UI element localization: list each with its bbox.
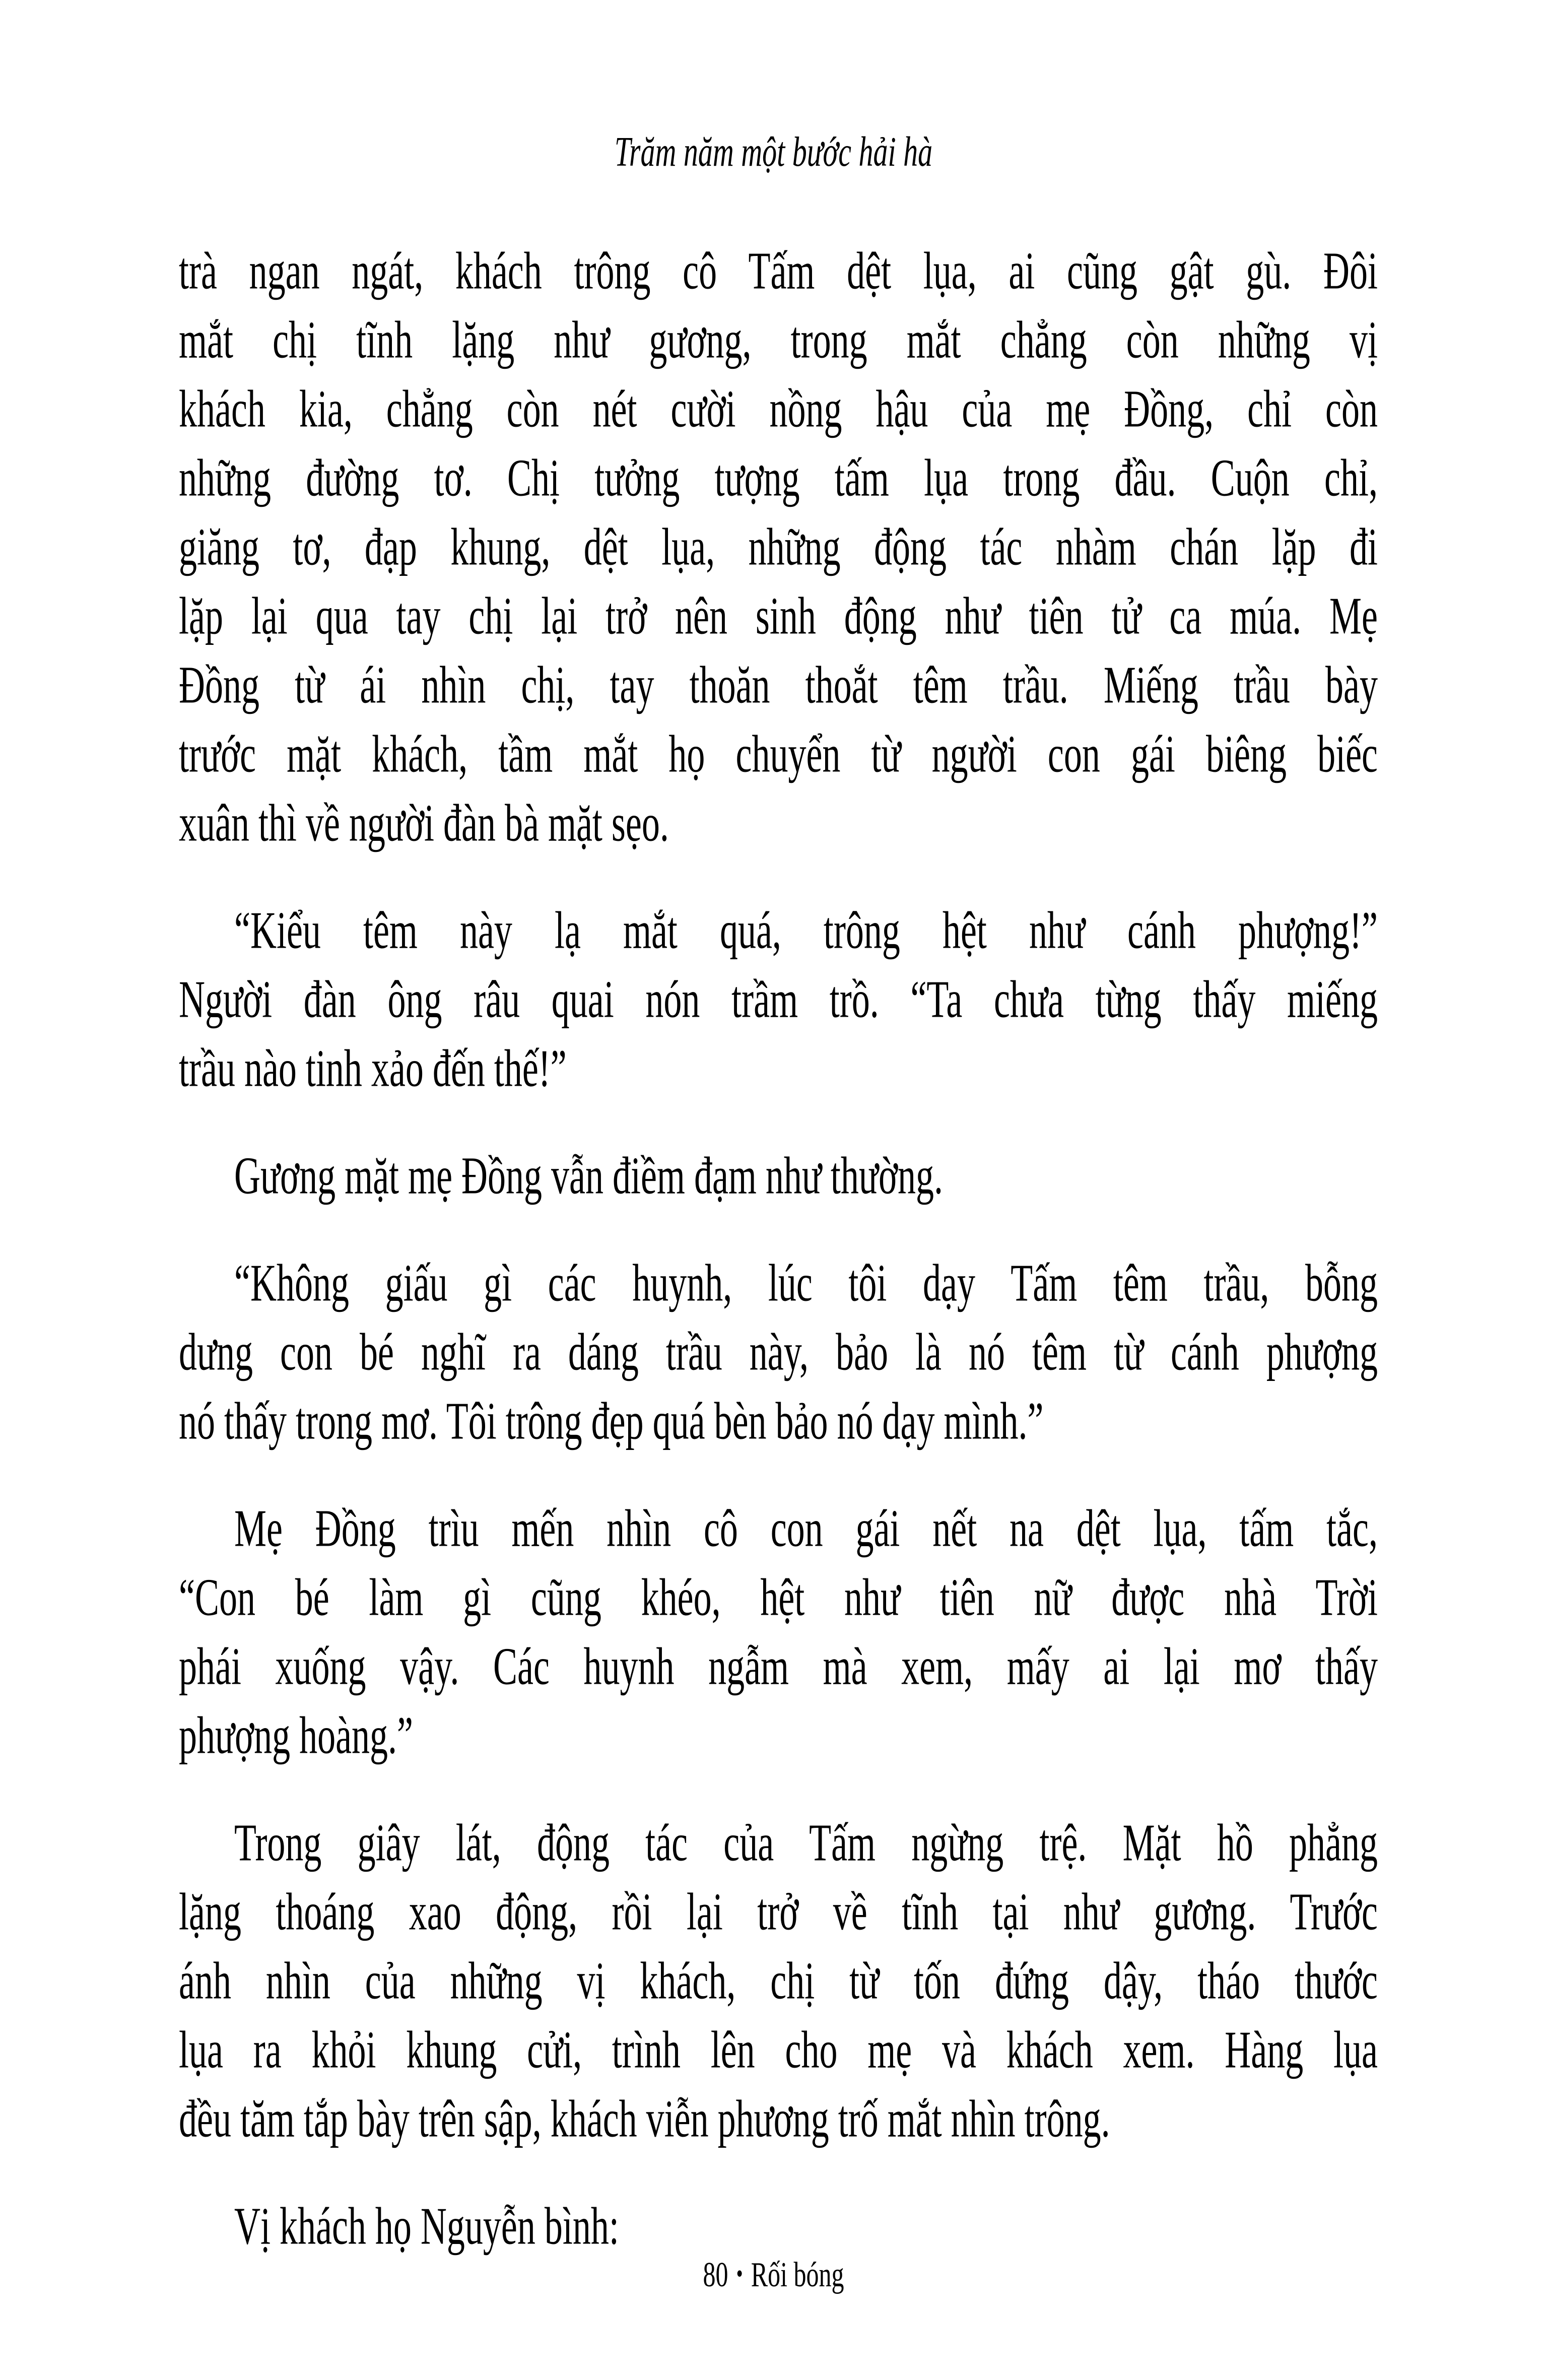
text-line: khách kia, chẳng còn nét cười nồng hậu của mẹ Đồng, chỉ còn xyxy=(179,379,1378,438)
text-line: phái xuống vậy. Các huynh ngẫm mà xem, mấy ai lại mơ thấy xyxy=(179,1637,1378,1696)
text-line: xuân thì về người đàn bà mặt sẹo. xyxy=(179,794,669,852)
text-line: trầu nào tinh xảo đến thế!” xyxy=(179,1039,567,1098)
text-line: lặng thoáng xao động, rồi lại trở về tĩnh tại như gương. Trước xyxy=(179,1882,1378,1941)
body-text xyxy=(179,237,1378,2261)
body-paragraph xyxy=(179,1142,1378,1211)
text-line: Mẹ Đồng trìu mến nhìn cô con gái nết na dệt lụa, tấm tắc, xyxy=(234,1499,1378,1558)
text-line: trước mặt khách, tầm mắt họ chuyển từ người con gái biêng biếc xyxy=(179,724,1378,783)
body-paragraph xyxy=(179,1249,1378,1456)
text-line: nó thấy trong mơ. Tôi trông đẹp quá bèn bảo nó dạy mình.” xyxy=(179,1392,1044,1450)
body-paragraph xyxy=(179,1809,1378,2154)
page-number: 80 xyxy=(703,2255,728,2294)
footer-separator: • xyxy=(736,2259,743,2289)
text-line: lặp lại qua tay chị lại trở nên sinh động như tiên tử ca múa. Mẹ xyxy=(179,586,1378,645)
text-line: “Con bé làm gì cũng khéo, hệt như tiên nữ được nhà Trời xyxy=(179,1568,1378,1627)
text-line: “Kiểu têm này lạ mắt quá, trông hệt như cánh phượng!” xyxy=(234,901,1378,960)
text-line: lụa ra khỏi khung cửi, trình lên cho mẹ và khách xem. Hàng lụa xyxy=(179,2020,1378,2079)
body-paragraph xyxy=(179,237,1378,858)
text-line: trà ngan ngát, khách trông cô Tấm dệt lụa, ai cũng gật gù. Đôi xyxy=(179,241,1378,300)
page-footer xyxy=(0,2235,1547,2312)
running-header: Trăm năm một bước hải hà xyxy=(614,127,933,175)
text-line: những đường tơ. Chị tưởng tượng tấm lụa trong đầu. Cuộn chỉ, xyxy=(179,448,1378,507)
text-line: Người đàn ông râu quai nón trầm trồ. “Ta chưa từng thấy miếng xyxy=(179,970,1378,1029)
text-line: đều tăm tắp bày trên sập, khách viễn phương trố mắt nhìn trông. xyxy=(179,2089,1110,2148)
text-line: Trong giây lát, động tác của Tấm ngừng trệ. Mặt hồ phẳng xyxy=(234,1813,1378,1872)
text-line: Vị khách họ Nguyễn bình: xyxy=(234,2197,619,2256)
text-line: dưng con bé nghĩ ra dáng trầu này, bảo là nó têm từ cánh phượng xyxy=(179,1323,1378,1381)
text-line: “Không giấu gì các huynh, lúc tôi dạy Tấm têm trầu, bỗng xyxy=(234,1253,1378,1312)
text-line: giăng tơ, đạp khung, dệt lụa, những động tác nhàm chán lặp đi xyxy=(179,517,1378,576)
body-paragraph xyxy=(179,1494,1378,1770)
text-line: Gương mặt mẹ Đồng vẫn điềm đạm như thường. xyxy=(234,1146,944,1205)
text-line: phượng hoàng.” xyxy=(179,1706,414,1765)
text-line: mắt chị tĩnh lặng như gương, trong mắt chẳng còn những vị xyxy=(179,310,1378,369)
text-line: Đồng từ ái nhìn chị, tay thoăn thoắt têm trầu. Miếng trầu bày xyxy=(179,655,1378,714)
body-paragraph xyxy=(179,896,1378,1103)
book-title: Rối bóng xyxy=(751,2255,844,2294)
text-line: ánh nhìn của những vị khách, chị từ tốn đứng dậy, tháo thước xyxy=(179,1951,1378,2010)
